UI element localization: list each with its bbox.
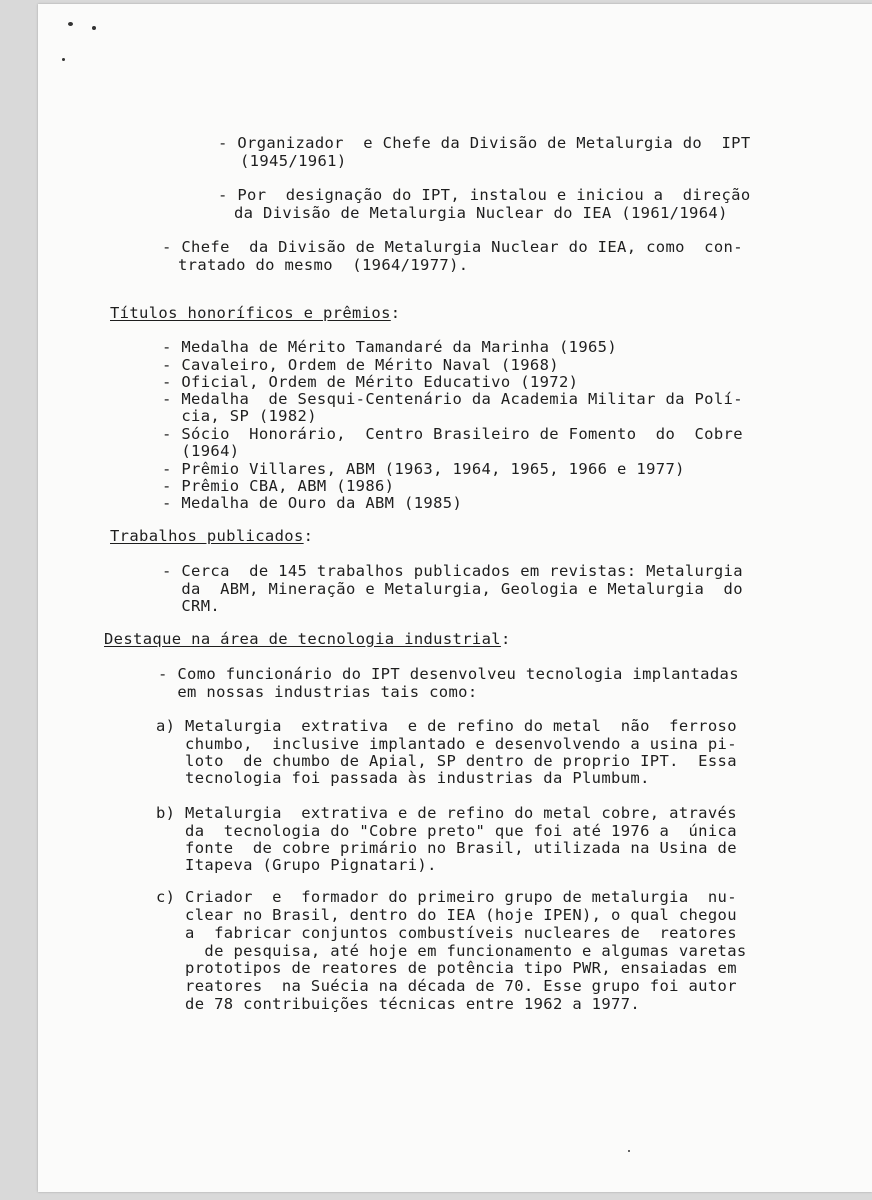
item-b-line: da tecnologia do "Cobre preto" que foi até 1976 a única bbox=[156, 822, 737, 840]
item-c-line: c) Criador e formador do primeiro grupo de metalurgia nu- bbox=[156, 888, 737, 906]
honor-item: - Prêmio CBA, ABM (1986) bbox=[162, 477, 395, 495]
item-b-line: b) Metalurgia extrativa e de refino do metal cobre, através bbox=[156, 804, 737, 822]
ink-speck bbox=[92, 26, 96, 30]
publications-line: da ABM, Mineração e Metalurgia, Geologia e Metalurgia do bbox=[162, 580, 743, 598]
item-b-line: Itapeva (Grupo Pignatari). bbox=[156, 856, 437, 874]
ink-speck bbox=[68, 22, 73, 26]
technology-heading bbox=[104, 630, 511, 648]
honor-item: - Medalha de Mérito Tamandaré da Marinha (1965) bbox=[162, 338, 618, 356]
publications-heading-text: Trabalhos publicados bbox=[110, 527, 304, 545]
honors-heading-text: Títulos honoríficos e prêmios bbox=[110, 304, 391, 322]
intro-line: - Organizador e Chefe da Divisão de Metalurgia do IPT bbox=[218, 134, 751, 152]
intro-line: - Chefe da Divisão de Metalurgia Nuclear do IEA, como con- bbox=[162, 238, 743, 256]
publications-line: - Cerca de 145 trabalhos publicados em revistas: Metalurgia bbox=[162, 562, 743, 580]
intro-line: da Divisão de Metalurgia Nuclear do IEA (1961/1964) bbox=[234, 204, 728, 222]
item-b-line: fonte de cobre primário no Brasil, utilizada na Usina de bbox=[156, 839, 737, 857]
honor-item: - Cavaleiro, Ordem de Mérito Naval (1968) bbox=[162, 356, 559, 374]
publications-heading-colon: : bbox=[303, 527, 314, 545]
honor-item: cia, SP (1982) bbox=[162, 407, 317, 425]
item-c-line: prototipos de reatores de potência tipo PWR, ensaiadas em bbox=[156, 959, 737, 977]
document-page bbox=[38, 4, 872, 1192]
item-a-line: a) Metalurgia extrativa e de refino do metal não ferroso bbox=[156, 717, 737, 735]
technology-heading-text: Destaque na área de tecnologia industrial bbox=[104, 630, 501, 648]
intro-line: - Por designação do IPT, instalou e iniciou a direção bbox=[218, 186, 751, 204]
honor-item: - Medalha de Sesqui-Centenário da Academia Militar da Polí- bbox=[162, 390, 743, 408]
publications-line: CRM. bbox=[162, 597, 221, 615]
item-a-line: loto de chumbo de Apial, SP dentro de proprio IPT. Essa bbox=[156, 752, 737, 770]
item-c-line: de 78 contribuições técnicas entre 1962 a 1977. bbox=[156, 995, 641, 1013]
ink-speck bbox=[62, 58, 65, 61]
intro-line: (1945/1961) bbox=[240, 152, 347, 170]
technology-heading-colon: : bbox=[500, 630, 511, 648]
honor-item: - Sócio Honorário, Centro Brasileiro de Fomento do Cobre bbox=[162, 425, 743, 443]
honor-item: (1964) bbox=[162, 442, 240, 460]
item-c-line: a fabricar conjuntos combustíveis nucleares de reatores bbox=[156, 924, 737, 942]
item-a-line: chumbo, inclusive implantado e desenvolvendo a usina pi- bbox=[156, 735, 737, 753]
item-c-line: de pesquisa, até hoje em funcionamento e algumas varetas bbox=[156, 942, 747, 960]
item-a-line: tecnologia foi passada às industrias da Plumbum. bbox=[156, 769, 650, 787]
ink-speck bbox=[628, 1150, 630, 1152]
item-c-line: reatores na Suécia na década de 70. Esse grupo foi autor bbox=[156, 977, 737, 995]
intro-line: tratado do mesmo (1964/1977). bbox=[178, 256, 469, 274]
honor-item: - Prêmio Villares, ABM (1963, 1964, 1965, 1966 e 1977) bbox=[162, 460, 685, 478]
publications-heading bbox=[110, 527, 313, 545]
honor-item: - Oficial, Ordem de Mérito Educativo (1972) bbox=[162, 373, 579, 391]
technology-intro-line: - Como funcionário do IPT desenvolveu tecnologia implantadas bbox=[158, 665, 739, 683]
technology-intro-line: em nossas industrias tais como: bbox=[158, 683, 478, 701]
honors-heading bbox=[110, 304, 400, 322]
honors-heading-colon: : bbox=[390, 304, 401, 322]
item-c-line: clear no Brasil, dentro do IEA (hoje IPEN), o qual chegou bbox=[156, 906, 737, 924]
honor-item: - Medalha de Ouro da ABM (1985) bbox=[162, 494, 463, 512]
